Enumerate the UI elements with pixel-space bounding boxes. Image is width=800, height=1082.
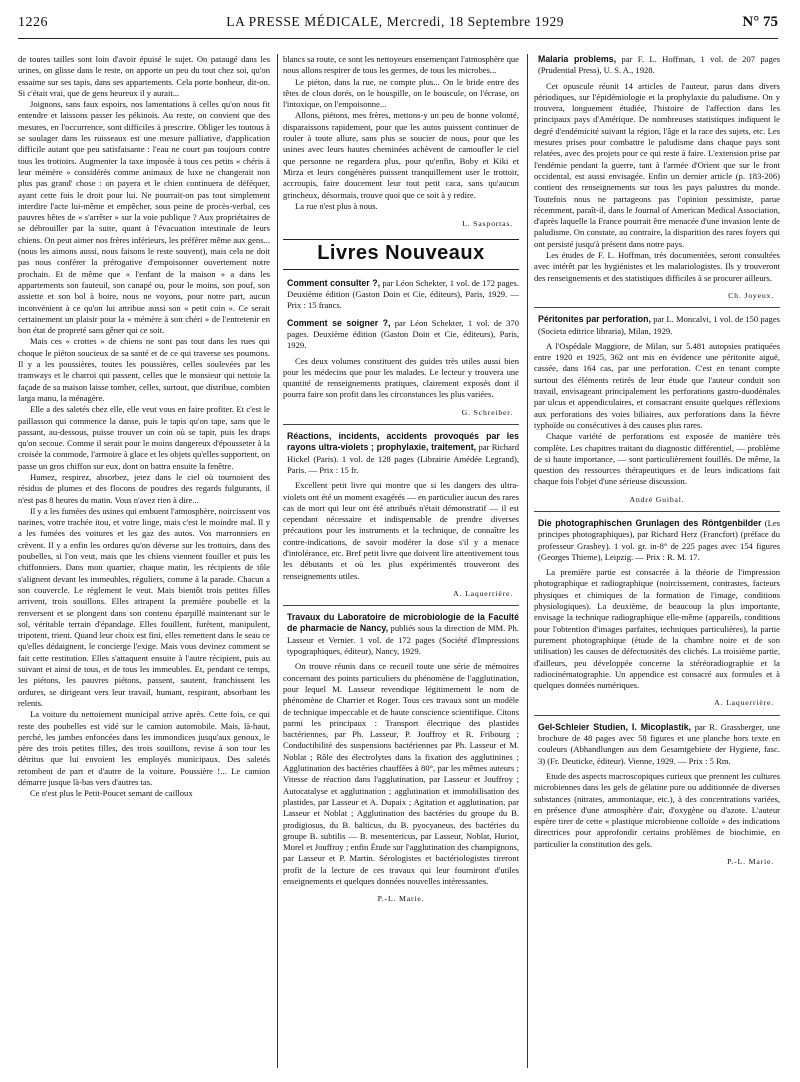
book-title: Gel-Schleier Studien, I. Micoplastik,: [538, 721, 692, 732]
review-signature: P.-L. Marie.: [377, 894, 425, 904]
book-review: [283, 431, 519, 599]
review-body: On trouve réunis dans ce recueil toute une série de mémoires concernant des points particuliers du phénomène de l'agglutination, pour lequel M. Lasseur revendique légitimement le nom de phénomène de Charrier et Roger. Tous ces travaux sont un modèle de technique impeccable et de haute conscience scientifique. Citons parmi les principaux : Transport électrique des plastides bactériennes, par Ph. Lasseur, P. Jouffroy et R. Fribourg ; Conductibilité des suspensions bactériennes par Ph. Lasseur et M. Noblat ; Rôle des électrolytes dans la fixation des agglutinines ; Agglutination des bactéries chauffées à 80°, par les mêmes auteurs ; Vitesse de réaction dans l'agglutination, par Lasseur et Jouffroy ; Autocatalyse et agglutination ; agglutination et immobilisation des plastides, par Lasseur et A. Dupaix ; Agitation et agglutination, par Lasseur et Noblat ; Agglutination des bactéries du groupe du B. prodigiosus, du B. balticus, du B. pyocyaneus, des bactéries du groupe B. subtilis — B. mesentericus, par Lasseur, Noblat, Huriot, Morel et Jouffroy ; enfin Étude sur l'agglutination des champignons, par Lasseur et P. Martin. Sérologistes et bactériologistes tireront profit de la lecture de ces travaux qui leur fourniront d'utiles enseignements et quelques données nouvelles intéressantes.: [283, 661, 519, 886]
page-header: [18, 14, 778, 39]
paragraph: La rue n'est plus à nous.: [295, 200, 378, 211]
review-body: Etude des aspects macroscopiques curieux que prennent les cultures microbiennes dans les gels de gélatine pure ou additionnée de diverses substances (nitrates, ammoniaque, etc.), à des concentrations variées, en présence d'une atmosphère d'air, d'oxygène ou d'azote. L'auteur espère tirer de cette « plastique microbienne colloïde » des indications directrices pour approfondir certains problèmes de biochimie, en particulier la constitution des gels.: [534, 770, 780, 849]
book-details: par Léon Schekter, 1 vol. de 172 pages. Deuxième édition (Gaston Doin et Cie, éditeurs), Paris, 1929. — Prix : 15 francs.: [287, 277, 519, 311]
book-title: Die photographischen Grunlagen des Röntgenbilder: [538, 517, 762, 528]
review-heading: [534, 314, 780, 337]
review-body: Ces deux volumes constituent des guides très utiles aussi bien pour les médecins que pour les malades. Le lecteur y trouvera une quantité de renseignements pratiques, clairement exposés dont il pourra faire son profit dans les circonstances les plus variées.: [283, 355, 519, 400]
book-title: Comment consulter ?,: [287, 277, 381, 288]
book-details: par Léon Schekter, 1 vol. de 370 pages. Deuxième édition (Gaston Doin et Cie, éditeurs), Paris, 1929.: [287, 317, 519, 351]
section-header: [283, 239, 519, 269]
book-details: publiés sous la direction de MM. Ph. Lasseur et Vernier. 1 vol. de 172 pages (Société d'Impressions typographiques, éditeur), Nancy, 1929.: [287, 623, 519, 657]
column-divider: [527, 54, 528, 1068]
book-details: par Richard Hickel (Paris). 1 vol. de 128 pages (Librairie Amédée Legrand), Paris. — Prix : 15 fr.: [287, 442, 519, 475]
book-review: [283, 612, 519, 904]
paragraph: Elle a des saletés chez elle, elle veut vous en faire profiter. Et c'est le paillasson qui commence la danse, puis le tapis qu'on tape, sans que le passant, au-dessous, puisse trouver un coin où se tapir, puis les draps qu'on secoue. Comme il serait pour le moins dangereux d'épousseter à la croisée la commode, l'armoire à glace et les objets qu'elles supportent, on passe un gros chiffon sur eux, dont on battra ensuite la fenêtre.: [18, 404, 270, 471]
review-signature: A. Laquerrière.: [714, 698, 774, 708]
paragraph: blancs sa route, ce sont les nettoyeurs ensemençant l'atmosphère que nous allons respirer de tous les germes, de tous les microbes...: [283, 54, 519, 76]
book-review: [534, 722, 780, 868]
paragraph: Le piéton, dans la rue, ne compte plus... On le bride entre des têtes de clous dorés, on le houspille, on le bouscule, on l'écrase, on l'intoxique, on l'empoisonne...: [283, 76, 519, 110]
review-body: Excellent petit livre qui montre que si les dangers des ultra-violets ont été un moment exagérés — en particulier aucun des rares cas de mort qui leur ont été attribués n'était démonstratif — il est cependant nécessaire et indispensable de prendre diverses précautions pour les instruments et la technique, de connaître les contre-indications, de savoir modérer la dose s'il y a menace d'intolérance, etc. Bref petit livre que doivent lire attentivement tous les débutants et où les plus expérimentés trouveront des renseignements utiles.: [283, 480, 519, 581]
paragraph: Il y a les fumées des usines qui embuent l'atmosphère, noircissent vos narines, votre trachée itou, et votre linge, mais c'est le moindre mal. Il y a les fumées des voitures et les gaz des autos. Vos marronniers en crèvent. Il y a enfin les ordures qu'on déverse sur les trottoirs, dans des poubelles, si l'on veut, mais que les chiens viennent fouiller et puis les chiffonniers. Dans mon quartier, chaque matin, les récipients de tôle s'alignent devant les immeubles, réguliers, comme à la parade. Chacun a son couvercle. Le règlement le veut. Mais bientôt trois petites filles arrivent, trois souillons. Elles attrapent la première poubelle et la renversent et se plongent dans son contenu éparpillé maintenant sur le sol, véritable terrain d'épandage. Elles fouillent, furètent, manipulent, tripotent, trient. Quand leur choix est fini, elles remettent dans le seau ce qu'elles dédaignent, le concierge l'exige. Mais vous devinez comment se fait cette restitution. Elles s'attaquent ensuite à l'autre récipient, puis au suivant et ainsi de tous, et de tous les immeubles. Et, pendant ce temps, les piétons, les pauvres piétons, passent, sautent, franchissent les ordures, se dirigeant vers leur travail, humant, respirant, absorbant les relents.: [18, 505, 270, 708]
book-title: Malaria problems,: [538, 54, 617, 64]
book-title: Travaux du Laboratoire de microbiologie de la Faculté de pharmacie de Nancy,: [287, 612, 519, 634]
review-heading: [534, 722, 780, 767]
review-separator: [534, 715, 780, 716]
review-body: Cet opuscule réunit 14 articles de l'auteur, parus dans divers périodiques, sur l'épidémiologie et la prophylaxie du paludisme. On y trouvera, longuement étudiée, l'histoire de l'affection dans les principaux pays d'Amérique. De nombreuses statistiques indiquent le degré d'endémicité suivant la région, l'âge et la race des sujets, etc. Les mesures prises pour combattre le paludisme dans chaque pays sont relatées, avec des projets pour ce qui reste à faire. L'extension prise par l'endémie pendant la guerre, tant à l'armée d'Orient que sur le front occidental, est aussi envisagée. Enfin un dernier article (p. 183-206) contient des renseignements sur tous les pays palustres du monde. Toutefois nous ne partageons pas l'opinion pessimiste, parue récemment, paraît-il, dans le Journal of American Medical Association, d'après laquelle la France pourrait être menacée d'une invasion lente de paludisme. On constate, au contraire, la disparition des rares foyers qui ont persisté jusqu'à présent dans notre pays.: [534, 80, 780, 249]
review-heading: [283, 278, 519, 312]
article-signature: L. Sasportas.: [462, 219, 513, 229]
column-3: [534, 54, 780, 1072]
column-divider: [277, 54, 278, 1068]
review-heading: [283, 318, 519, 352]
book-review: [283, 318, 519, 418]
review-heading: [283, 431, 519, 476]
paragraph: La voiture du nettoiement municipal arrive après. Cette fois, ce qui reste des poubelles est vidé sur le camion automobile. Mais, là-haut, perché, les jambes enfoncées dans les immondices jusqu'aux genoux, le père des trois petites filles, des trois souillons, revise à son tour les détritus que lui envoient les employés municipaux. Des saletés retombent de part et d'autre de la voiture. Poussière !... Le camion démarre jusque là-bas vers d'autres tas.: [18, 709, 270, 787]
review-separator: [283, 605, 519, 606]
book-review: [534, 314, 780, 505]
review-body: A l'Ospédale Maggiore, de Milan, sur 5.481 autopsies pratiquées entre 1920 et 1925, 362 ont mis en évidence une péritonite aiguë, cassée, dans 164 cas, par une perforation. C'est en tenant compte surtout des éléments retirés de leur étude que l'auteur conduit son travail, envisageant principalement les perforations gastro-duodénales par ulcus et appendiculaires, et consacrant ensuite quelques réflexions aux perforations des voies biliaires, aux perforations dans la fièvre typhoïde ou consécutives à des causes plus rares.: [534, 340, 780, 430]
review-separator: [534, 307, 780, 308]
book-review: [534, 518, 780, 709]
review-heading: [534, 518, 780, 563]
review-body: La première partie est consacrée à la théorie de l'impression photographique et radiographique (noircissement, contrastes, facteurs physiques et chimiques de la formation de l'image, conditions physiologiques). La deuxième, de beaucoup la plus importante, envisage la technique radiographique elle-même (appareils, conditions pour l'obtention d'images parfaites, techniques particulières), la partie purement photographique (étude de la chambre noire et de son utilisation) les causes de défectuosités des clichés. La troisième partie, d'ailleurs, peu développée concerne la stéréoradiographie et la radiocinématographie. Un appendice est consacré aux formules et à quelques données numériques.: [534, 567, 780, 691]
review-heading: [283, 612, 519, 657]
review-signature: G. Schreiber.: [461, 407, 513, 417]
book-title: Réactions, incidents, accidents provoqués par les rayons ultra-violets ; prophylaxie, traitement,: [287, 431, 519, 453]
paragraph: Joignons, sans faux espoirs, nos lamentations à celles qu'on nous fit entendre et laissons passer les pékinois. Au reste, on convient que des mesures, en l'occurrence, sont difficiles à prescrire. Obliger les toutous à se soulager dans les ruisseaux est une mesure palliative, d'application difficile autant que peu satisfaisante : l'eau ne court pas toujours contre tous les trottoirs. Augmenter la taxe imposée à tous ces petits « chéris à leur mémère » considérés comme animaux de luxe ne changerait non plus pas grand' chose : on payera et le chien continuera de déféquer, ayant cette fois le droit pour lui. Ne pourrait-on pas tout simplement interdire l'acte lui-même et empêcher, sous peine de procès-verbal, ces pauvres bêtes de « s'arrêter » sur la voie publique ? Aux propriétaires de se débrouiller par la suite, quant à l'évacuation intestinale de leurs chiens. On peut aimer nos frères inférieurs, les préférer même aux gens... (nous les aimons aussi, nous faisons le reste souvent), mais cela ne doit pas nous conférer la prérogative d'empoisonner ouvertement notre prochain. Et de même que « l'enfant de la maison » a dans les appartements son fauteuil, son canapé ou, pour le moins, son pouf, son assiette et son bol à boire, nous ne voyons, pour notre part, aucun inconvénient à ce qu'on lui attribue aussi son « petit coin ». Ce serait certainement un plaisir pour la « mémère à son chéri » de l'entretenir en bon état de propreté sans gêner qui ce soit.: [18, 99, 270, 336]
review-separator: [283, 424, 519, 425]
journal-title: LA PRESSE MÉDICALE, Mercredi, 18 Septembre 1929: [226, 14, 565, 29]
book-details: (Les principes photographiques), par Richard Herz (Francfort) (préface du professeur Grashey). 1 vol. gr. in-8° de 225 pages avec 154 figures (Georges Thieme), Leipzig. — Prix : R. M. 17.: [538, 517, 780, 562]
paragraph: Humez, respirez, absorbez, jetez dans le ciel où tournoient des résidus de plumes et des flocons de poudres des regards fulgurants, il n'est pas 8 heures du matin. Vous n'avez rien à dire...: [18, 471, 270, 505]
column-1: [18, 54, 270, 1072]
issue-number: N° 75: [742, 14, 778, 30]
book-review: [534, 54, 780, 301]
book-title: Péritonites par perforation,: [538, 314, 651, 325]
page-number: 1226: [18, 15, 48, 30]
review-body: Les études de F. L. Hoffman, très documentées, seront consultées avec intérêt par les hygiénistes et les malariologistes. Ils y trouveront des renseignements et des statistiques difficiles à se procurer ailleurs.: [534, 250, 780, 283]
review-signature: P.-L. Marie.: [727, 857, 774, 866]
review-heading: [534, 54, 780, 77]
book-details: par L. Moncalvi, 1 vol. de 150 pages (Societa editrice libraria), Milan, 1929.: [538, 314, 780, 336]
review-separator: [534, 511, 780, 512]
book-review: [283, 278, 519, 312]
review-signature: A. Laquerrière.: [453, 588, 513, 598]
section-title: Livres Nouveaux: [317, 242, 485, 265]
paragraph: Mais ces « crottes » de chiens ne sont pas tout dans les rues qui choque le piéton soucieux de sa santé et de ce qui traverse ses poumons. Il y a les poussières, toutes les poussières, celles soulevées par les tramways et le charroi qui passent, celles que le monsieur qui nettoie la façade de sa maison laisse tomber, celles, surtout, que distribue, combien larga manu, la ménagère.: [18, 336, 270, 403]
review-body: Chaque variété de perforations est exposée de manière très complète. Les chapitres traitant du diagnostic différentiel, — problème de si haute importance, — sont particulièrement fouillés. De même, la question des ressources thérapeutiques et de leurs indications fait chaque fois l'objet d'une sérieuse discussion.: [534, 431, 780, 487]
paragraph: de toutes tailles sont loin d'avoir épuisé le sujet. On pataugé dans les urines, on glisse dans le reste, on apporte un peu du tout chez soi, qu'on essaime sur ses tapis, dans ses appartements. Cela porte bonheur, dit-on. Si c'était vrai, que de gens heureux il y aurait...: [18, 54, 270, 98]
review-signature: Ch. Joyeux.: [728, 290, 774, 300]
review-signature: André Guibal.: [629, 494, 685, 504]
column-2: [283, 54, 519, 1072]
book-title: Comment se soigner ?,: [287, 317, 391, 328]
book-details: par R. Grassberger, une brochure de 48 pages avec 58 figures et une planche hors texte en couleurs (Abhandlungen aus dem Gesamtgebiete der Hygiene, fasc. 3) (Fr. Deuticke, éditeur). Vienne, 1929. — Prix : 5 Rm.: [538, 721, 780, 766]
paragraph: Ce n'est plus le Petit-Poucet semant de cailloux: [30, 788, 193, 799]
book-details: par F. L. Hoffman, 1 vol. de 207 pages (Prudential Press), U. S. A., 1928.: [538, 54, 780, 76]
paragraph: Allons, piétons, mes frères, mettons-y un peu de bonne volonté, disparaissons rapidement, pour que les autos puissent continuer de rouler à toute allure, sans plus se soucier de nous, pour que les usines avec leurs hautes cheminées achèvent de camoufler le ciel que personne ne regardera plus, pour qu'enfin, Boby et Kiki et Mirza et leurs congénères puissent tranquillement user le trottoir, accroupis, faire doucement leur tout petit caca, sans qu'aucun grincheux, désormais, trouve quoi que ce soit à y redire.: [283, 110, 519, 200]
